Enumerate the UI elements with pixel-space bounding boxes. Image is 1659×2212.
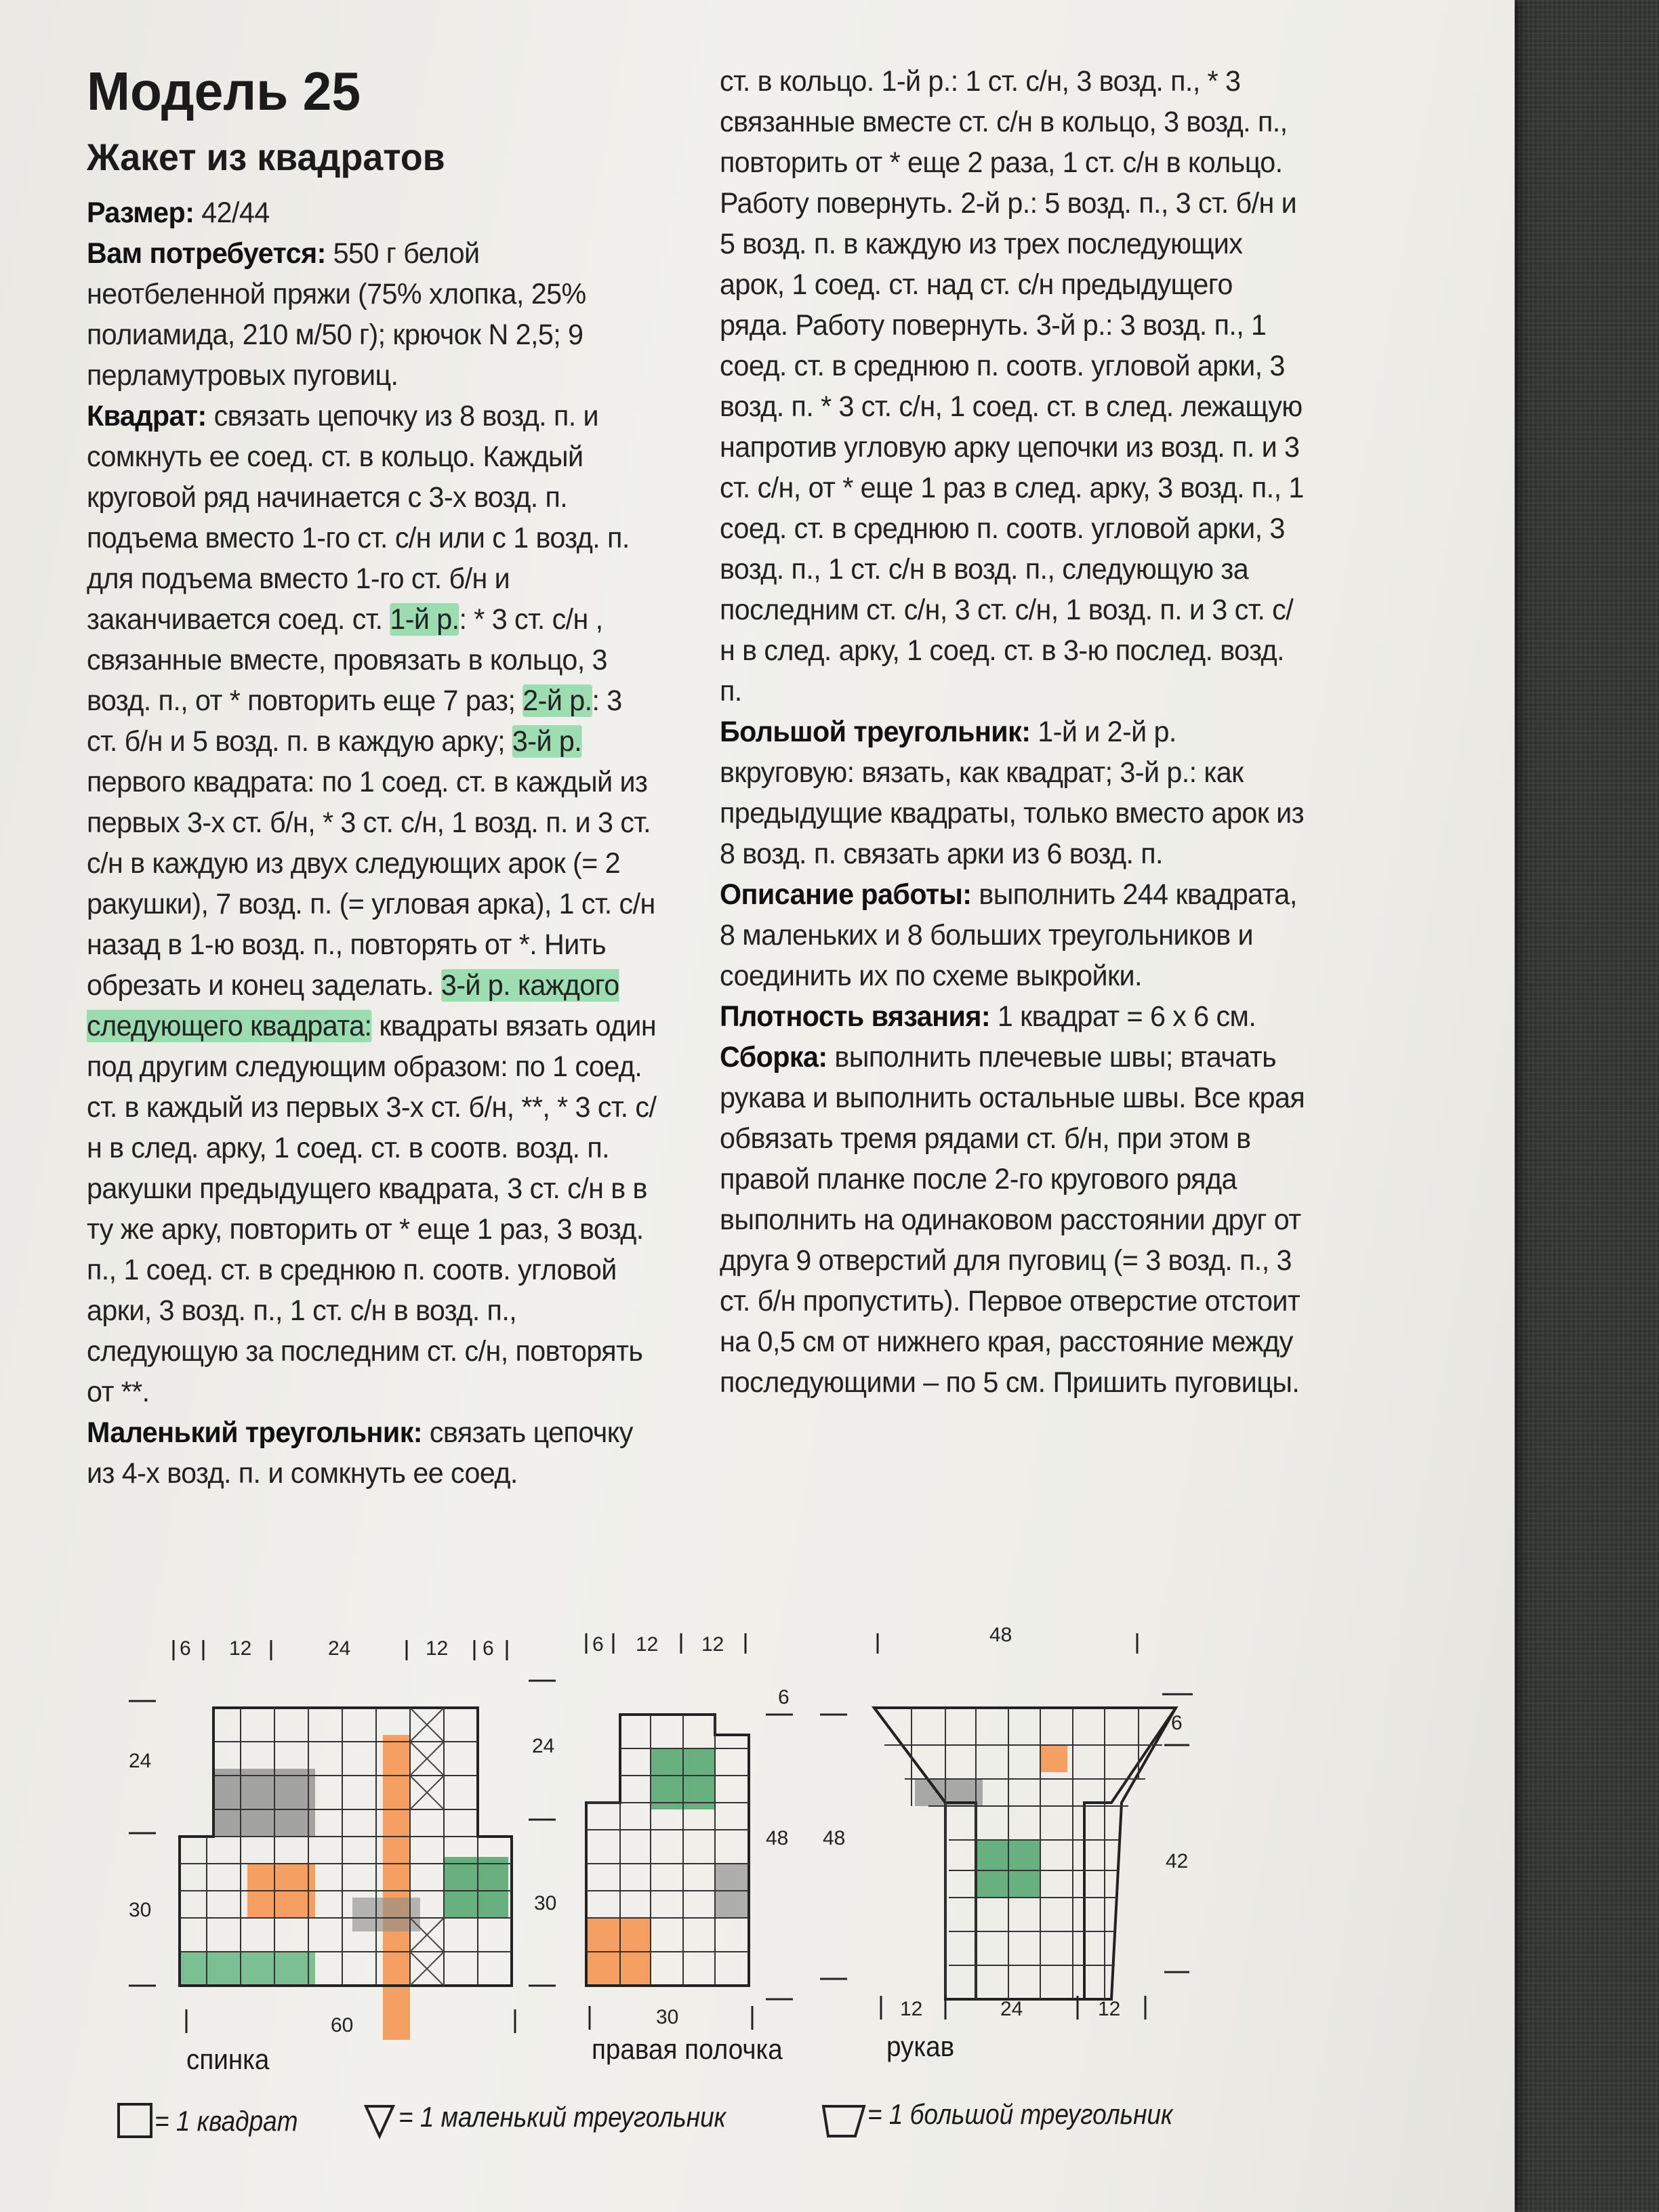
front-right-dim-2: 48 (766, 1827, 789, 1849)
back-top-dim-1: 6 (180, 1637, 191, 1660)
square-text: квадраты вязать один под другим следующим образом: по 1 соед. ст. в каждый из первых 3-х ст. б/н, **, * 3 ст. с/н в след. арку, 1 соед. ст. в соотв. возд. п. ракушки предыдущего квадрата, 3 ст. с/н в в ту же арку, повторить от * еще 1 раз, 3 возд. п., 1 соед. ст. в среднюю п. соотв. угловой арки, 3 возд. п., 1 ст. с/н в возд. п., следующую за последним ст. с/н, повторять от **. (87, 1010, 657, 1408)
legend-square-text: = 1 квадрат (155, 2105, 298, 2137)
back-top-dim-5: 6 (483, 1637, 494, 1660)
legend-big-triangle-icon (823, 2106, 864, 2136)
back-outline (180, 1708, 512, 1986)
work-paragraph (720, 874, 1305, 996)
big-triangle-text: 1-й и 2-й р. вкруговую: вязать, как квадрат; 3-й р.: как предыдущие квадраты, только вместо арок из 8 возд. п. связать арки из 6 возд. п. (720, 716, 1304, 870)
front-right-dim-3: 48 (823, 1827, 846, 1849)
square-paragraph (87, 396, 659, 1412)
small-triangle-continuation: ст. в кольцо. 1-й р.: 1 ст. с/н, 3 возд. п., * 3 связанные вместе ст. с/н в кольцо, 3 возд. п., повторить от * еще 2 раза, 1 ст. с/н в кольцо. Работу повернуть. 2-й р.: 5 возд. п., 3 ст. б/н и 5 возд. п. в каждую из трех последующих арок, 1 соед. ст. над ст. с/н предыдущего ряда. Работу повернуть. 3-й р.: 3 возд. п., 1 соед. ст. в среднюю п. соотв. угловой арки, 3 возд. п. * 3 ст. с/н, 1 соед. ст. в след. лежащую напротив угловую арку цепочки из возд. п. и 3 ст. с/н, от * еще 1 раз в след. арку, 3 возд. п., 1 соед. ст. в среднюю п. соотв. угловой арки, 3 возд. п., 1 ст. с/н в возд. п., следующую за последним ст. с/н, 3 ст. с/н, 1 возд. п. и 3 ст. с/н в след. арку, 1 соед. ст. в 3-ю послед. возд. п. (720, 65, 1304, 708)
small-triangle-paragraph (87, 1412, 659, 1494)
pattern-schematics (0, 1599, 1515, 2209)
assembly-paragraph (720, 1037, 1305, 1403)
back-diagram (129, 1640, 515, 2040)
back-left-dim-2: 30 (129, 1899, 152, 1921)
gauge-text: 1 квадрат = 6 х 6 см. (990, 1000, 1256, 1033)
legend-big-triangle-text: = 1 большой треугольник (867, 2098, 1173, 2130)
front-dimension-ticks (529, 1633, 847, 2030)
legend-small-triangle-text: = 1 маленький треугольник (398, 2101, 726, 2133)
back-bottom-dim: 60 (331, 2014, 354, 2036)
assembly-label: Сборка: (720, 1041, 827, 1073)
front-label: правая полочка (592, 2033, 783, 2065)
big-triangle-paragraph (720, 712, 1305, 874)
sleeve-orange-block (1040, 1745, 1067, 1772)
front-top-dim-3: 12 (701, 1633, 724, 1656)
front-bottom-dim: 30 (656, 2006, 679, 2028)
sleeve-bottom-dim-2: 24 (1000, 1998, 1023, 2020)
front-left-dim-1: 24 (532, 1735, 555, 1757)
back-grid-lines (180, 1708, 512, 1986)
back-green-bottom (180, 1952, 315, 1986)
square-text: : 3 ст. б/н и 5 возд. п. в каждую арку; (87, 684, 622, 758)
size-label: Размер: (87, 197, 194, 229)
materials-paragraph (87, 233, 659, 396)
front-left-dim-2: 30 (534, 1892, 557, 1914)
back-gray-block (213, 1769, 315, 1837)
back-top-dim-3: 24 (328, 1637, 351, 1660)
highlight-next-square: 3-й р. каждого следующего квадрата: (87, 969, 619, 1042)
highlight-row3: 3-й р. (512, 725, 582, 758)
back-top-dim-2: 12 (229, 1637, 252, 1660)
gauge-label: Плотность вязания: (720, 1000, 991, 1033)
back-orange-column (383, 1735, 410, 2040)
front-top-dim-1: 6 (592, 1633, 604, 1656)
legend-square-icon (119, 2104, 151, 2137)
legend-small-triangle-icon (366, 2106, 393, 2136)
size-value: 42/44 (194, 197, 270, 229)
square-label: Квадрат: (87, 400, 207, 432)
highlight-row2: 2-й р. (523, 684, 592, 717)
gauge-paragraph (720, 996, 1305, 1037)
model-subheading: Жакет из квадратов (87, 136, 445, 178)
sleeve-diagram (874, 1633, 1193, 2020)
small-triangle-text: связать цепочку из 4-х возд. п. и сомкнуть ее соед. (87, 1416, 633, 1490)
square-text: связать цепочку из 8 возд. п. и сомкнуть ее соед. ст. в кольцо. Каждый круговой ряд начинается с 3-х возд. п. подъема вместо 1-го ст. с/н или с 1 возд. п. для подъема вместо 1-го ст. б/н и заканчивается соед. ст. (87, 400, 630, 636)
highlight-row1: 1-й р. (390, 603, 459, 636)
sleeve-bottom-dim-3: 12 (1098, 1998, 1121, 2020)
size-paragraph (87, 192, 659, 233)
model-heading: Модель 25 (87, 61, 361, 121)
work-text: выполнить 244 квадрата, 8 маленьких и 8 больших треугольников и соединить их по схеме выкройки. (720, 878, 1297, 992)
materials-text: 550 г белой неотбеленной пряжи (75% хлопка, 25% полиамида, 210 м/50 г); крючок N 2,5; 9 перламутровых пуговиц. (87, 237, 586, 392)
back-left-dim-1: 24 (129, 1750, 152, 1772)
assembly-text: выполнить плечевые швы; втачать рукава и выполнить остальные швы. Все края обвязать тремя рядами ст. б/н, при этом в правой планке после 2-го кругового ряда выполнить на одинаковом расстоянии друг от друга 9 отверстий для пуговиц (= 3 возд. п., 3 ст. б/н пропустить). Первое отверстие отстоит на 0,5 см от нижнего края, расстояние между последующими – по 5 см. Пришить пуговицы. (720, 1041, 1305, 1399)
square-text: : * 3 ст. с/н , связанные вместе, провязать в кольцо, 3 возд. п., от * повторить еще 7 раз; (87, 603, 607, 717)
back-label: спинка (186, 2043, 270, 2075)
back-green-right (444, 1857, 508, 1918)
sleeve-right-dim-2: 42 (1166, 1850, 1189, 1872)
front-top-dim-2: 12 (636, 1633, 659, 1656)
sleeve-label: рукав (886, 2030, 955, 2062)
materials-label: Вам потребуется: (87, 237, 326, 270)
front-diagram (529, 1633, 847, 2030)
square-text: первого квадрата: по 1 соед. ст. в каждый из первых 3-х ст. б/н, * 3 ст. с/н, 1 возд. п. и 3 ст. с/н в каждую из двух следующих арок (= 2 ракушки), 7 возд. п. (= угловая арка), 1 ст. с/н назад в 1-ю возд. п., повторять от *. Нить обрезать и конец заделать. (87, 766, 655, 1002)
text-column-left (87, 54, 659, 1494)
sleeve-right-dim-1: 6 (1171, 1712, 1183, 1734)
sleeve-bottom-dim-1: 12 (900, 1998, 923, 2020)
back-triangle-marks (410, 1708, 444, 1986)
sleeve-dimension-ticks (878, 1633, 1193, 2020)
big-triangle-label: Большой треугольник: (720, 716, 1031, 748)
text-column-right (720, 61, 1305, 1403)
front-right-dim-1: 6 (778, 1686, 790, 1708)
sleeve-top-dim: 48 (989, 1624, 1012, 1646)
work-label: Описание работы: (720, 878, 972, 911)
back-top-dim-4: 12 (426, 1637, 449, 1660)
small-triangle-label: Маленький треугольник: (87, 1416, 422, 1449)
